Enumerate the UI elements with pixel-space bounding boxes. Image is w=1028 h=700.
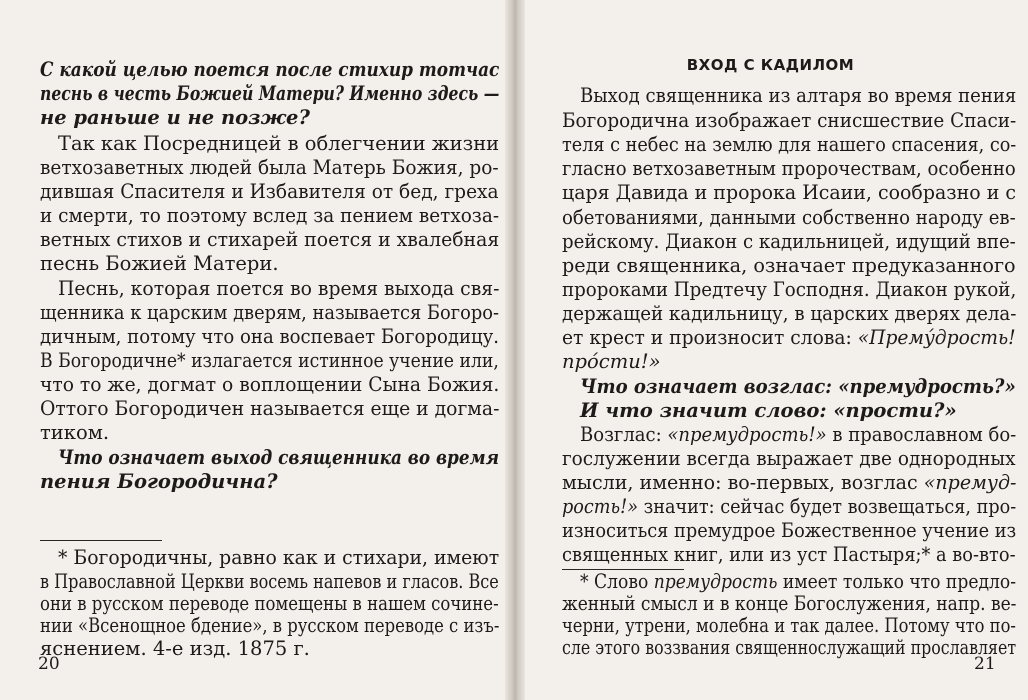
- right-footnote-line: женный смысл и в конце Богослужения, напр. ве-: [562, 592, 1017, 615]
- right-paragraph-2-line: священных книг, или из уст Пастыря;* а во-вто-: [562, 543, 1016, 566]
- italic-text: «Прему́дрость!: [857, 326, 1016, 349]
- left-paragraph-2-line: Оттого Богородичен называется еще и догма-: [40, 397, 500, 420]
- left-paragraph-2-line: В Богородичне* излагается истинное учение или,: [40, 349, 499, 372]
- left-paragraph-2-line: Песнь, которая поется во время выхода свя-: [58, 277, 500, 300]
- right-page: [518, 0, 1028, 700]
- left-question-1-line: не раньше и не позже?: [40, 106, 310, 129]
- right-paragraph-2-line: [580, 425, 1016, 445]
- left-paragraph-2-line: тиком.: [40, 421, 110, 444]
- left-question-1-line: песнь в честь Божией Матери? Именно здесь —: [40, 82, 500, 105]
- plain-text: значит: сейчас будет возвещаться, про-: [637, 495, 1017, 518]
- left-footnote-line: они в русском переводе помещены в нашем сочине-: [40, 592, 499, 615]
- left-footnote-line: яснением. 4-е изд. 1875 г.: [40, 637, 310, 660]
- right-paragraph-1-line: Выход священника из алтаря во время пения: [580, 84, 1017, 107]
- left-paragraph-1-line: песнь Божией Матери.: [40, 252, 279, 275]
- right-paragraph-1-line: [562, 352, 661, 372]
- page-number-left: 20: [38, 654, 60, 674]
- page-number-right: 21: [974, 654, 996, 674]
- italic-text: «премуд-: [923, 471, 1017, 494]
- right-paragraph-1-line: царя Давида и пророка Исаии, сообразно и с: [562, 181, 1016, 204]
- left-paragraph-2-line: щенника к царским дверям, называется Богоро-: [40, 301, 500, 324]
- plain-text: в православном бо-: [826, 423, 1017, 446]
- left-paragraph-1-line: Так как Посредницей в облегчении жизни: [58, 132, 500, 155]
- plain-text: ет крест и произносит слова:: [562, 326, 858, 349]
- left-paragraph-2-line: дичным, потому что она воспевает Богородицу.: [40, 325, 500, 348]
- plain-text: * Слово: [580, 570, 654, 593]
- right-footnote-line: сле этого воззвания священнослужащий прославляет: [562, 636, 1017, 659]
- right-question-line: Что означает возглас: «премудрость?»: [580, 375, 1016, 398]
- left-question-2-line: Что означает выход священника во время: [58, 446, 500, 469]
- right-footnote-line: черни, утрени, молебна и так далее. Потому что по-: [562, 614, 1016, 637]
- right-paragraph-2-line: износиться премудрое Божественное учение из: [562, 519, 1017, 542]
- plain-text: имеет только что предло-: [777, 570, 1017, 593]
- right-paragraph-1-line: реди священника, означает предуказанного: [562, 254, 1016, 277]
- left-question-2-line: пения Богородична?: [40, 470, 278, 493]
- plain-text: мысли, именно: во-первых, возглас: [562, 471, 924, 494]
- left-footnote-line: в Православной Церкви восемь напевов и гласов. Все: [40, 570, 499, 593]
- italic-text: премудрость: [653, 570, 778, 593]
- plain-text: Возглас:: [580, 423, 668, 446]
- left-paragraph-1-line: ветхозаветных людей была Матерь Божия, ро-: [40, 156, 499, 179]
- left-paragraph-2-line: что то же, догмат о воплощении Сына Божия.: [40, 373, 500, 396]
- right-paragraph-2-line: гослужении всегда выражает две однородных: [562, 447, 1016, 470]
- left-footnote-line: нии «Всенощное бдение», в русском переводе с изъ-: [40, 614, 500, 637]
- left-question-1-line: С какой целью поется после стихир тотчас: [40, 58, 500, 81]
- right-question-line: И что значит слово: «прости?»: [580, 399, 957, 422]
- right-paragraph-2-line: [562, 497, 1016, 517]
- italic-text: про́сти!»: [562, 350, 661, 373]
- italic-text: «премудрость!»: [667, 423, 827, 446]
- left-paragraph-1-line: дившая Спасителя и Избавителя от бед, греха: [40, 180, 499, 203]
- right-paragraph-1-line: гласно ветхозаветным пророчествам, особенно: [562, 157, 1016, 180]
- italic-text: рость!»: [562, 495, 638, 518]
- right-footnote-line: [580, 572, 1016, 592]
- right-paragraph-1-line: Богородична изображает снисшествие Спаси-: [562, 109, 1017, 132]
- left-paragraph-1-line: и смерти, то поэтому вслед за пением ветхоза-: [40, 204, 500, 227]
- left-paragraph-1-line: ветных стихов и стихарей поется и хвалебная: [40, 228, 500, 251]
- right-paragraph-1-line: [562, 328, 1016, 348]
- left-footnote-line: * Богородичны, равно как и стихари, имеют: [58, 546, 500, 569]
- left-page: [0, 0, 511, 700]
- right-paragraph-1-line: рейскому. Диакон с кадильницей, идущий впе-: [562, 230, 1016, 253]
- section-heading: ВХОД С КАДИЛОМ: [686, 56, 855, 74]
- footnote-rule: [40, 540, 162, 541]
- book-gutter: [505, 0, 525, 700]
- right-paragraph-1-line: держащей кадильницу, в царских дверях дела-: [562, 302, 1017, 325]
- right-paragraph-1-line: теля с небес на землю для нашего спасения, со-: [562, 133, 1017, 156]
- right-paragraph-1-line: обетованиями, данными собственно народу ев-: [562, 206, 1016, 229]
- right-paragraph-2-line: [562, 473, 1016, 493]
- right-paragraph-1-line: пророками Предтечу Господня. Диакон рукой,: [562, 278, 1017, 301]
